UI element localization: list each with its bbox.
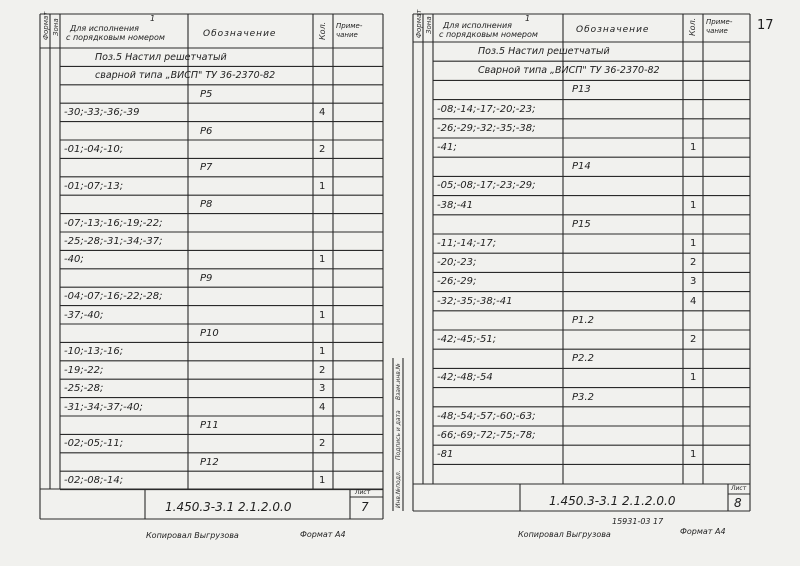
margin-label-replace: Взам.инв.№ [395,363,402,400]
row-designation: Р15 [572,218,591,230]
left-header-index: 1 [150,14,156,23]
row-designation: сварной типа „ВИСП" ТУ 36-2370-82 [95,70,276,82]
row-performance: -25;-28;-31;-34;-37; [64,236,163,247]
left-footer-copied: Копировал Выгрузова [146,531,239,540]
row-quantity: 1 [690,199,697,211]
row-performance: -26;-29;-32;-35;-38; [437,122,536,134]
row-performance: -66;-69;-72;-75;-78; [437,430,536,441]
row-quantity: 2 [319,364,326,376]
row-performance: -30;-33;-36;-39 [64,107,140,119]
right-sheet-label: Лист [731,485,747,492]
row-designation: Р11 [200,420,219,431]
row-quantity: 1 [319,475,326,487]
row-quantity: 1 [690,372,697,384]
row-performance: -02;-05;-11; [64,438,124,450]
row-designation: Р14 [572,161,591,173]
row-performance: -48;-54;-57;-60;-63; [437,410,536,422]
margin-label-inv: Инв.№подл. [395,470,402,508]
row-performance: -05;-08;-17;-23;-29; [437,180,536,192]
row-performance: -01;-04;-10; [64,144,124,155]
row-designation: Р1.2 [572,314,594,326]
row-quantity: 4 [319,107,326,119]
row-designation: Р13 [572,84,591,96]
row-designation: Р7 [200,162,213,174]
row-quantity: 3 [690,276,697,288]
row-performance: -42;-48;-54 [437,372,493,384]
left-header-designation: Обозначение [203,29,277,39]
row-designation: Р9 [200,272,213,284]
row-performance: -10;-13;-16; [64,346,124,358]
row-performance: -37;-40; [64,309,104,321]
right-format-label: Формат [415,9,423,38]
row-designation: Р6 [200,125,213,137]
left-footer-format: Формат А4 [300,530,346,539]
row-quantity: 3 [319,383,326,395]
row-performance: -40; [64,254,84,266]
left-header-performance-1: Для исполнения [70,24,139,33]
row-performance: -08;-14;-17;-20;-23; [437,103,536,115]
row-quantity: 2 [690,257,697,269]
row-designation: Поз.5 Настил решетчатый [95,52,227,63]
right-header-index: 1 [525,14,531,23]
row-quantity: 1 [319,254,326,266]
right-header-note: Приме-чание [706,18,733,35]
row-designation: Р2.2 [572,353,594,365]
left-header-note: Приме-чание [336,22,363,39]
row-performance: -20;-23; [437,257,477,269]
left-header-qty: Кол. [318,21,327,40]
row-quantity: 2 [319,144,326,155]
row-performance: -11;-14;-17; [437,238,497,249]
row-quantity: 1 [319,346,326,358]
row-performance: -02;-08;-14; [64,475,124,487]
row-performance: -42;-45;-51; [437,334,497,345]
right-footer-copied: Копировал Выгрузова [518,530,611,539]
left-stamp-code: 1.450.3-3.1 2.1.2.0.0 [165,500,292,514]
row-designation: Р10 [200,328,219,339]
right-footer-order: 15931-03 17 [612,517,664,526]
row-quantity: 4 [319,401,326,413]
right-zone-label: Зона [425,16,433,34]
row-quantity: 2 [690,334,697,345]
row-performance: -07;-13;-16;-19;-22; [64,217,163,229]
left-sheet-number: 7 [361,500,369,514]
left-format-label: Формат [42,11,50,40]
right-header-designation: Обозначение [576,25,650,35]
right-header-performance-2: с порядковым номером [439,30,538,39]
margin-label-signature: Подпись и дата [395,410,402,460]
left-zone-label: Зона [52,18,60,36]
row-quantity: 1 [690,449,697,461]
right-stamp-code: 1.450.3-3.1 2.1.2.0.0 [549,494,676,508]
row-designation: Р5 [200,88,213,100]
row-performance: -01;-07;-13; [64,180,124,192]
row-performance: -19;-22; [64,364,104,376]
row-quantity: 4 [690,295,697,307]
row-performance: -38;-41 [437,199,474,211]
right-header-qty: Кол. [688,17,697,36]
row-designation: Р8 [200,199,213,211]
row-performance: -25;-28; [64,383,104,395]
row-performance: -26;-29; [437,276,477,288]
right-footer-format: Формат А4 [680,527,726,536]
right-sheet-number: 8 [734,496,742,510]
left-sheet-label: Лист [355,489,371,496]
row-quantity: 1 [690,238,697,249]
row-quantity: 1 [319,180,326,192]
row-designation: Р3.2 [572,391,594,403]
row-quantity: 1 [319,309,326,321]
row-performance: -04;-07;-16;-22;-28; [64,291,163,303]
row-performance: -81 [437,449,454,461]
row-designation: Сварной типа „ВИСП" ТУ 36-2370-82 [478,65,660,77]
row-performance: -31;-34;-37;-40; [64,401,143,413]
row-designation: Р12 [200,456,219,468]
row-designation: Поз.5 Настил решетчатый [478,46,610,57]
row-performance: -32;-35;-38;-41 [437,295,513,307]
row-quantity: 2 [319,438,326,450]
left-header-performance-2: с порядковым номером [66,33,165,42]
row-quantity: 1 [690,142,697,153]
right-header-performance-1: Для исполнения [443,21,512,30]
right-page-mark: 17 [757,18,774,33]
row-performance: -41; [437,142,457,153]
